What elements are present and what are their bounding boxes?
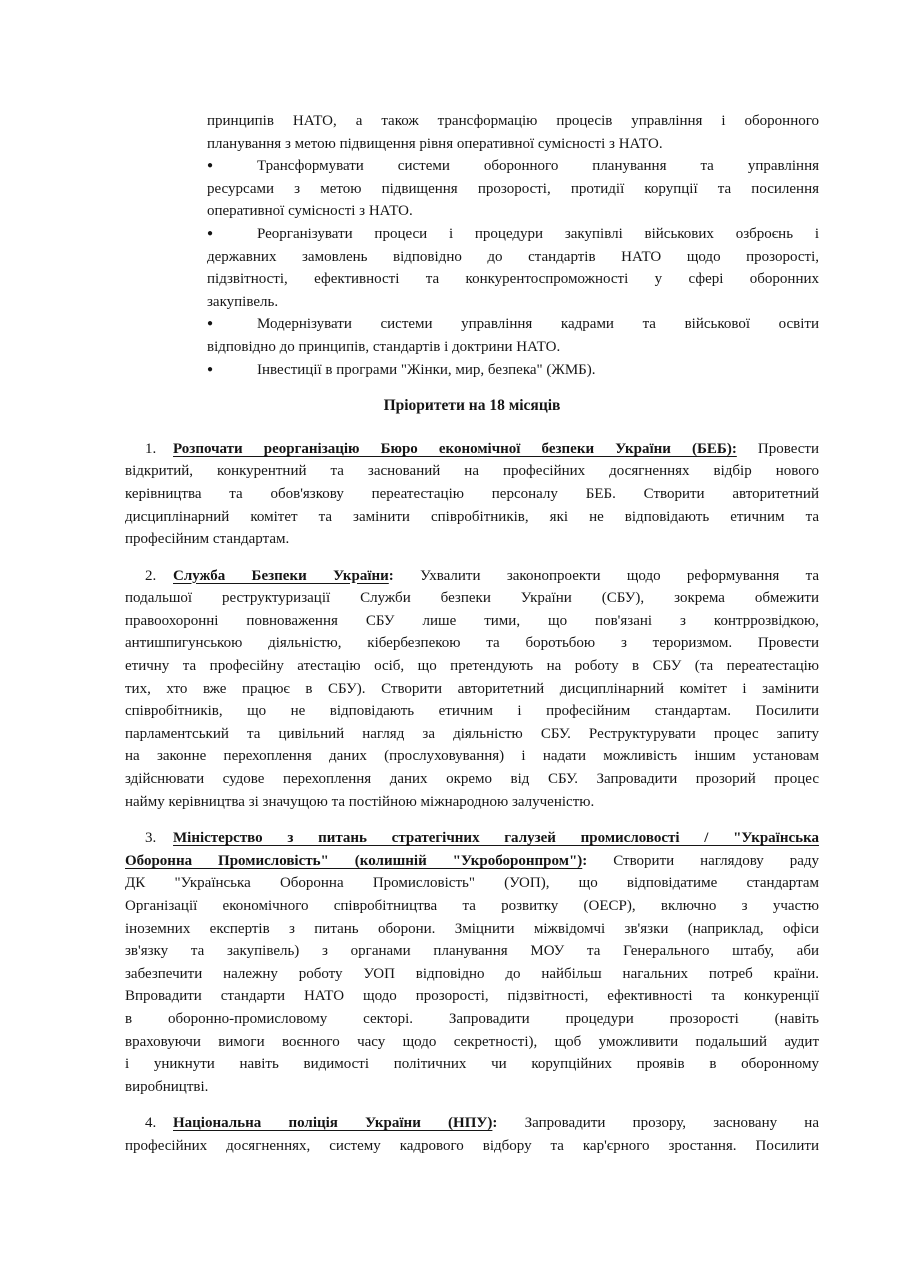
text-run: Розпочати реорганізацію Бюро економічної безпеки України (БЕБ): (173, 440, 737, 457)
text-line (207, 336, 819, 359)
text-run: Реорганізувати процеси і процедури закупівлі військових озброєнь і (257, 225, 819, 242)
text-run: співробітників, що не відповідають етичним і професійним стандартам. Посилити (125, 703, 819, 720)
text-line (125, 1031, 819, 1054)
text-line (125, 655, 819, 678)
text-run: професійним стандартам. (125, 531, 290, 548)
paragraph (207, 110, 819, 155)
text-run: правоохоронні повноваження СБУ лише тими, що пов'язані з контррозвідкою, (125, 612, 819, 629)
text-line (125, 895, 819, 918)
text-run: подальшої реструктуризації Служби безпеки України (СБУ), зокрема обмежити (125, 590, 819, 607)
text-line (125, 791, 819, 814)
numbered-paragraph (125, 1112, 819, 1157)
text-run: Міністерство з питань стратегічних галузей промисловості / "Українська (173, 830, 819, 847)
text-line (207, 133, 819, 156)
text-line (207, 155, 819, 178)
text-run: відкритий, конкурентний та заснований на професійних досягненнях відбір нового (125, 463, 819, 480)
text-line (125, 506, 819, 529)
text-line (125, 1135, 819, 1158)
text-line (125, 460, 819, 483)
text-line (125, 745, 819, 768)
text-run: ДК "Українська Оборонна Промисловість" (УОП), що відповідатиме стандартам (125, 875, 819, 892)
text-run: дисциплінарний комітет та замінити співробітників, які не відповідають етичним та (125, 508, 819, 525)
text-line (207, 223, 819, 246)
text-run: забезпечити належну роботу УОП відповідно до найбільш нагальних потреб країни. (125, 965, 819, 982)
text-run: Організації економічного співробітництва та розвитку (ОЕСР), включно з участю (125, 898, 819, 914)
text-line (125, 565, 819, 588)
text-line (125, 918, 819, 941)
text-run: Інвестиції в програми "Жінки, мир, безпека" (ЖМБ). (257, 361, 596, 378)
text-line (125, 1112, 819, 1135)
text-run: іноземних експертів з питань оборони. Зміцнити міжвідомчі зв'язки (наприклад, офіси (125, 920, 819, 937)
bullet-icon: ● (207, 318, 214, 330)
section-heading: Пріоритети на 18 місяців (383, 397, 561, 415)
text-run: тих, хто вже працює в СБУ). Створити авторитетний дисциплінарний комітет і замінити (125, 680, 819, 697)
text-run: антишпигунською діяльністю, кібербезпекою та боротьбою з тероризмом. Провести (125, 635, 819, 652)
text-line (125, 587, 819, 610)
text-run: в оборонно-промисловому секторі. Запровадити процедури прозорості (навіть (125, 1010, 819, 1027)
text-run: професійних досягненнях, систему кадрового відбору та кар'єрного зростання. Посилити (125, 1137, 819, 1154)
text-run: : (388, 567, 394, 584)
text-run: : (492, 1115, 498, 1132)
bullet-paragraph (207, 313, 819, 358)
text-run: найму керівництва зі значущою та постійною міжнародною залученістю. (125, 793, 595, 810)
text-run: і уникнути навіть видимості політичних чи корупційних проявів в оборонному (125, 1056, 819, 1073)
item-number: 1. (145, 440, 157, 457)
text-run: планування з метою підвищення рівня оперативної сумісності з НАТО. (207, 135, 663, 152)
text-run: Запровадити прозору, засновану на (497, 1115, 819, 1132)
bullet-icon: ● (207, 363, 214, 375)
text-run: зв'язку та закупівель) з органами планування МОУ та Генерального штабу, аби (125, 943, 819, 960)
numbered-paragraph (125, 827, 819, 1098)
text-line (125, 610, 819, 633)
text-line (125, 940, 819, 963)
bullet-icon: ● (207, 160, 214, 172)
text-line (125, 827, 819, 850)
text-line (125, 1008, 819, 1031)
text-run: виробництві. (125, 1078, 209, 1095)
text-run: Впровадити стандарти НАТО щодо прозорості, підзвітності, ефективності та конкуренції (125, 988, 819, 1005)
text-line (207, 268, 819, 291)
text-line (207, 291, 819, 314)
text-run: етичну та професійну атестацію осіб, що претендують на роботу в СБУ (та переатестацію (125, 658, 819, 675)
text-line (125, 1076, 819, 1099)
text-run: парламентський та цивільний нагляд за діяльністю СБУ. Реструктурувати процес запиту (125, 725, 819, 742)
text-run: принципів НАТО, а також трансформацію процесів управління і оборонного (207, 113, 819, 129)
text-line (207, 200, 819, 223)
text-line (207, 313, 819, 336)
numbered-paragraph (125, 438, 819, 551)
text-run: Трансформувати системи оборонного планування та управління (257, 158, 819, 175)
text-line (125, 438, 819, 461)
text-run: оперативної сумісності з НАТО. (207, 203, 413, 220)
text-run: Створити наглядову раду (587, 852, 819, 869)
text-line (125, 723, 819, 746)
text-line (125, 700, 819, 723)
text-run: відповідно до принципів, стандартів і доктрини НАТО. (207, 338, 561, 355)
text-line (125, 872, 819, 895)
text-run: Служба Безпеки України (173, 567, 389, 584)
text-line (207, 178, 819, 201)
text-run: на законне перехоплення даних (прослуховування) і надати можливість іншим установам (125, 748, 819, 765)
text-line (125, 1053, 819, 1076)
text-line (125, 985, 819, 1008)
text-run: підзвітності, ефективності та конкурентоспроможності у сфері оборонних (207, 271, 819, 288)
text-line (125, 850, 819, 873)
item-number: 2. (145, 567, 157, 584)
text-run: Провести (736, 440, 819, 457)
text-run: враховуючи вимоги воєнного часу щодо секретності), щоб уможливити подальший аудит (125, 1033, 819, 1050)
text-run: : (582, 852, 588, 869)
text-line (207, 359, 819, 382)
text-run: ресурсами з метою підвищення прозорості, протидії корупції та посилення (207, 180, 819, 197)
text-line (125, 483, 819, 506)
text-line (207, 246, 819, 269)
text-line (125, 963, 819, 986)
numbered-paragraph (125, 565, 819, 814)
text-line (125, 528, 819, 551)
text-run: Національна поліція України (НПУ) (173, 1115, 493, 1132)
text-line (207, 110, 819, 133)
item-number: 4. (145, 1115, 157, 1132)
bullet-paragraph (207, 359, 819, 382)
text-run: керівництва та обов'язкову переатестацію персоналу БЕБ. Створити авторитетний (125, 485, 819, 502)
text-run: Модернізувати системи управління кадрами та військової освіти (257, 316, 819, 333)
bullet-icon: ● (207, 227, 214, 239)
text-run: Оборонна Промисловість" (колишній "Укроборонпром") (125, 852, 583, 869)
item-number: 3. (145, 830, 157, 847)
text-run: державних замовлень відповідно до стандартів НАТО щодо прозорості, (207, 248, 819, 265)
text-line (125, 632, 819, 655)
text-line (125, 678, 819, 701)
bullet-paragraph (207, 155, 819, 223)
text-line (125, 768, 819, 791)
text-run: Ухвалити законопроекти щодо реформування та (393, 567, 819, 584)
bullet-paragraph (207, 223, 819, 313)
text-run: закупівель. (207, 293, 279, 310)
text-run: здійснювати судове перехоплення даних окремо від СБУ. Запровадити прозорий процес (125, 771, 819, 788)
